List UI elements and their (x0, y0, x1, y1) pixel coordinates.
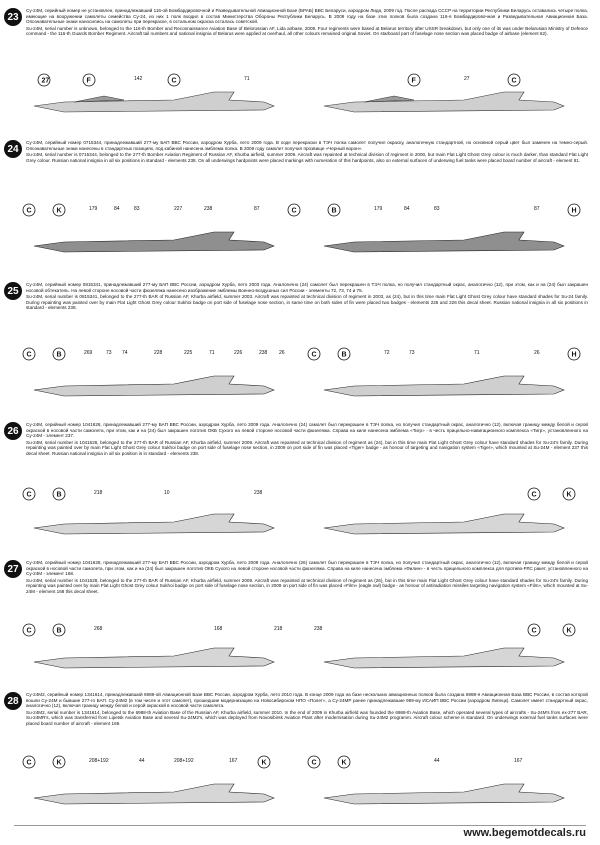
callout-circle: F (86, 77, 91, 85)
aircraft-profile-drawing (14, 752, 588, 820)
element-label: 44 (139, 758, 145, 764)
element-label: 26 (279, 350, 285, 356)
element-label: 168 (214, 626, 223, 632)
section-25 (7, 282, 588, 359)
element-label: 71 (209, 350, 215, 356)
callout-circle: K (566, 627, 572, 635)
callout-circle: K (341, 759, 347, 767)
element-label: 179 (89, 206, 98, 212)
callout-circle: B (56, 491, 62, 499)
element-label: 167 (514, 758, 523, 764)
section-23 (7, 8, 588, 85)
callout-circle: B (56, 627, 62, 635)
element-label: 72 (384, 350, 390, 356)
footer-website-url[interactable]: www.begemotdecals.ru (463, 827, 586, 839)
aircraft-profile-drawing (14, 484, 588, 550)
callout-circle: H (571, 207, 577, 215)
callout-circle: C (511, 77, 517, 85)
callout-circle: C (311, 351, 317, 359)
section-text (14, 8, 588, 37)
section-28 (7, 692, 588, 767)
callout-circle: K (56, 759, 62, 767)
section-text (14, 140, 588, 163)
element-label: 228 (154, 350, 163, 356)
element-label: 87 (254, 206, 260, 212)
element-label: 71 (474, 350, 480, 356)
element-label: 208+192 (174, 758, 194, 764)
element-label: 73 (106, 350, 112, 356)
russian-description: Су-24М, серийный номер 1041628, принадлежавший 277-му БАП ВВС России, аэродром Хурба, лето 2009 года. Аналогично (26) самолет был перекрашен в ТЭЧ полка, но получил стандартный окрас, аналогично (12), включая границу между белой и серой окраской в носовой части самолета, при этом, как и на (24) был закрашен логотип ОКБ Сухого на левой стороне носовой части фюзеляжа. Справа на киле нанесена эмблема «Филин» - в честь прицельного комплекса для противо-РЛС ракет, установленного на Су-24М - элемент 168. (26, 560, 588, 577)
section-number-badge: 27 (4, 560, 22, 578)
callout-circle: B (341, 351, 347, 359)
element-label: 26 (534, 350, 540, 356)
element-label: 238 (259, 350, 268, 356)
section-number-badge: 26 (4, 422, 22, 440)
element-label: 226 (234, 350, 243, 356)
callout-circle: C (26, 207, 32, 215)
element-label: 268 (94, 626, 103, 632)
callout-circle: C (291, 207, 297, 215)
element-label: 179 (374, 206, 383, 212)
aircraft-profile-drawing (14, 200, 588, 270)
element-label: 84 (404, 206, 410, 212)
callout-circle: 27 (41, 77, 50, 85)
russian-description: Су-24М, серийный номер 1041626, принадлежавший 277-му БАП ВВС России, аэродром Хурба, лето 2009 года. Аналогично (24) самолет был перекрашен в ТЭЧ полка, но получил стандартный окрас, аналогично (12), включая границу между белой и серой окраской в носовой части самолета, при этом, как и на (24) был закрашен логотип ОКБ Сухого на левой стороне носовой части фюзеляжа. Справа на киле нанесена эмблема «Тигр» - в честь прицельно-навигационного комплекса «Тигр», установленного на Су-24М - элемент 237. (26, 422, 588, 439)
aircraft-profile-drawing (14, 344, 588, 414)
callout-circle: C (26, 759, 32, 767)
element-label: 238 (254, 490, 263, 496)
callout-circle: B (56, 351, 62, 359)
section-number-badge: 25 (4, 282, 22, 300)
section-27 (7, 560, 588, 635)
callout-circle: C (171, 77, 177, 85)
aircraft-profile-drawing (14, 620, 588, 682)
element-label: 225 (184, 350, 193, 356)
aircraft-side-views-svg (14, 344, 588, 414)
english-description: Su-24M2, serial number is 1341614, belonged to the 6988-th Aviation Base of the Russian AF, Khurba airfield, summer 2010. In the end of 2009 in Khurba airfield was founded the 6988-th Aviation Base, which operated several types of aircrafts - Su-24M's from ex-277 BAR, Su-24MR's, which was transferred from Lipetsk Aviation Base and several Su-24M2's, which was deployed from Novosibirsk Aviation Plant after modernisation during Su-24M2 programm. Aircraft colour scheme is standard. On underwings external fuel tanks surfaces were placed board number of aircraft - element 169. (26, 709, 588, 726)
element-label: 142 (134, 76, 143, 82)
element-label: 73 (409, 350, 415, 356)
element-label: 238 (204, 206, 213, 212)
english-description: Su-24M, serial number is 1041628, belonged to the 277-th BAR of Russian AF, Khurba airfield, summer 2009. Aircraft was repainted at technical division of regiment as (26), but in this time main Flat Light Ghost Grey colour have standard shades for Su-24's family. During repainting was painted over by main Flat Light Ghost Grey colour Sukhoi badge on port side of fuselage nose section, in 2009 on port side of fin was placed «Film» (eagle owl) badge - as honour of antiradiation missiles targeting navigation system «Film», which mounted at Su-24M - element 168 this decal sheet. (26, 577, 588, 594)
russian-description: Су-24М, серийный номер 0815341, принадлежавший 277-му БАП ВВС России, аэродром Хурба, лето 2003 года. Аналогично (24) самолет был перекрашен в ТЭЧ полка, но получил стандартный окрас, аналогично (12), при этом, как и на (24) был закрашен носовой обтекатель. На левой стороне носовой части фюзеляжа нанесено изображение эмблемы Военно-воздушных сил России - элементы 72, 73, 74 и 75. (26, 282, 588, 293)
element-label: 10 (164, 490, 170, 496)
russian-description: Су-24М2, серийный номер 1341614, принадлежавший 6988-ой Авиационной Базе ВВС России, аэродром Хурба, лето 2010 года. В конце 2009 года на базе нескольких авиационных полков была создана 6988-я Авиационная База ВВС России, в состав которой вошли Су-24М и бывшие 277-го БАП. Су-24М2 (в том числе и этот самолет), прошедшие модернизацию на Новосибирском НПО «Полет», а Су-24МР ранее принадлежавшие 969-му ИСАИП ВВС России (аэродром Липецк). Самолет имеет стандартный окрас, аналогично (12), включая границу между белой и серой окраской в носовой части самолета. (26, 692, 588, 709)
element-label: 167 (229, 758, 238, 764)
footer-divider (14, 825, 586, 826)
element-label: 83 (434, 206, 440, 212)
element-label: 74 (122, 350, 128, 356)
callout-circle: B (331, 207, 337, 215)
element-label: 87 (534, 206, 540, 212)
aircraft-side-views-svg (14, 752, 588, 820)
english-description: Su-24M, serial number is 0815341, belonged to the 277-th BAR of Russian AF, Khurba airfield, summer 2003. Aircraft was repainted at technical division of regiment in 2003, as (24), but in this time main Flat Light Ghost Grey colour have standard shades for Su-24 family. During repainting was painted over by main Flat Light Ghost Grey colour Sukhoi badge on port side of fuselage nose section, in same time on both sides of fin were placed two badges - elements 225 and 226 this decal sheet. Russian national insignia in all six positions in standard - elements 238. (26, 294, 588, 311)
element-label: 227 (174, 206, 183, 212)
element-label: 238 (314, 626, 323, 632)
callout-circle: C (26, 351, 32, 359)
element-label: 269 (84, 350, 93, 356)
callout-circle: F (411, 77, 416, 85)
english-description: Su-24M, serial number is 0715344, belonged to the 277-th Bomber Aviation Regiment of Russian AF, Khurba airfield, summer 2009. Aircraft was repainted at technical division of regiment in 2000, but main Flat Light Ghost Grey colour is much darker, than standard Flat Light Grey colour. Russian national insignia in all six positions in standard - elements 238. On all underwings hardpoints were placed markings with numeration of this hardpoints, also on external surfaces of underwing fuel tanks were placed board number of aircraft - element 81. (26, 152, 588, 163)
section-text (14, 282, 588, 311)
callout-circle: K (566, 491, 572, 499)
callout-circle: K (261, 759, 267, 767)
element-label: 208+192 (89, 758, 109, 764)
callout-circle: C (311, 759, 317, 767)
section-number-badge: 24 (4, 140, 22, 158)
element-label: 71 (244, 76, 250, 82)
section-number-badge: 23 (4, 8, 22, 26)
aircraft-side-views-svg (14, 70, 588, 130)
english-description: Su-24M, serial number is 1041626, belonged to the 277-th BAR of Russian AF, Khurba airfield, summer 2009. Aircraft was repainted at technical division of regiment as (24), but in this time main Flat Light Ghost Grey colour have standard shades for Su-24's family. During repainting was painted over by main Flat Light Ghost Grey colour Sukhoi badge on port side of fuselage nose section, in 2009 on port side of fin was placed «Tiger» badge - as honour of targeting and navigation system «Tiger», which mounted at Su-24M - element 237 this decal sheet. Russian national insignia in all six position is in standard - elements 238. (26, 439, 588, 456)
english-description: Su-24M, serial number is unknown, belonged to the 116-th Bomber and Reconnaissance Aviation Base of Belorussian AF, Lida airbase, 2009. Four regiments were based at Belarus territory after USSR breakdown, but only one of its was under Belarusian Ministry of Defence command - the 116-th Guards Bomber Regiment. Aircraft tail numbers and national insignia of Belarus were applied at overhaul, all other colours remained original Soviet. On starboard part of fuselage nose section was placed badge of airbase (element 62). (26, 25, 588, 37)
element-label: 218 (94, 490, 103, 496)
section-text (14, 422, 588, 457)
element-label: 27 (464, 76, 470, 82)
section-26 (7, 422, 588, 499)
element-label: 44 (434, 758, 440, 764)
section-number-badge: 28 (4, 692, 22, 710)
section-text (14, 692, 588, 727)
element-label: 83 (134, 206, 140, 212)
aircraft-side-views-svg (14, 620, 588, 682)
section-text (14, 560, 588, 595)
aircraft-profile-drawing (14, 70, 588, 130)
callout-circle: K (56, 207, 62, 215)
element-label: 84 (114, 206, 120, 212)
callout-circle: C (531, 627, 537, 635)
aircraft-side-views-svg (14, 200, 588, 270)
page-footer (0, 825, 600, 845)
russian-description: Су-24М, серийный номер 0715344, принадлежавший 277-му БАП ВВС России, аэродром Хурба, лето 2009 года. В ходе перекраски в ТЭЧ полка самолет получил окраску, аналогичную стандартной, но основной серый цвет был заменен на темно-серый. Опознавательные знаки нанесены в стандартных позициях, под кабиной нанесена эмблема полка. В 2009 году самолет получил прозвище «Черный ворон». (26, 140, 588, 151)
callout-circle: C (26, 627, 32, 635)
callout-circle: H (571, 351, 577, 359)
russian-description: Су-24М, серийный номер не установлен, принадлежавший 116-ой Бомбардировочной и Разведывательной Авиационной Базе (БРАБ) ВВС Беларуси, аэродром Лида, 2009 год. После распада СССР на территории Республики Беларусь оставались четыре полка, имеющие на вооружении самолеты семейства Су-24, из них 1 полк входил в состав Министерства Обороны Республики Беларусь. В 2009 году на базе этих полков была создана 116-я Бомбардировочная и Разведывательная Авиационная База. Опознавательные знаки наносились на самолеты при перекраске, в остальном окраска осталась советской. (26, 8, 588, 25)
section-24 (7, 140, 588, 215)
callout-circle: C (531, 491, 537, 499)
element-label: 218 (274, 626, 283, 632)
aircraft-side-views-svg (14, 484, 588, 550)
callout-circle: C (26, 491, 32, 499)
